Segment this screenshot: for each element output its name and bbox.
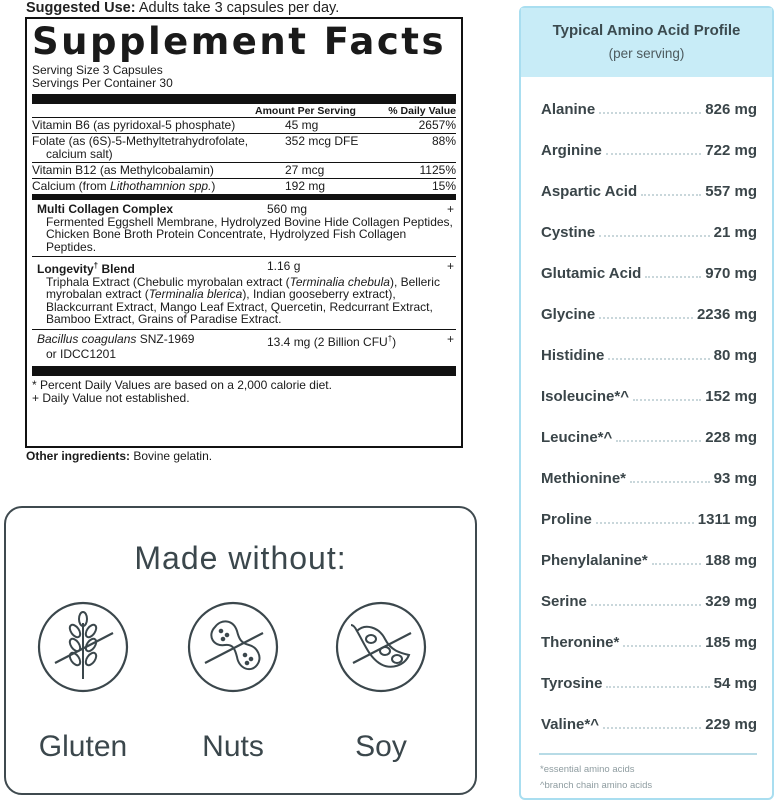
nutrient-dv: 88% (431, 134, 456, 148)
nutrient-amount: 192 mg (285, 179, 326, 193)
amino-acid-name: Theronine* (541, 634, 620, 651)
blend-amount: 1.16 g (267, 259, 301, 273)
dot-leader (599, 308, 693, 319)
nutrient-amount: 352 mcg DFE (285, 134, 359, 148)
nutrient-name: Calcium (from Lithothamnion spp.) (32, 179, 216, 193)
amino-acid-value: 93 mg (713, 470, 757, 487)
nutrient-amount: 45 mg (285, 118, 319, 132)
nutrient-name: Vitamin B6 (as pyridoxal-5 phosphate) (32, 118, 236, 132)
amino-acid-name: Glycine (541, 306, 596, 323)
amino-acid-name: Aspartic Acid (541, 183, 638, 200)
blend-longevity (32, 257, 456, 330)
dot-leader (623, 636, 701, 647)
amino-acid-value: 185 mg (705, 634, 757, 651)
amino-profile-header (521, 8, 772, 77)
blend-collagen (32, 200, 456, 257)
soybean-crossed-icon (335, 601, 427, 693)
dot-leader (606, 677, 709, 688)
dot-leader (652, 554, 702, 565)
blend-bacillus (32, 330, 456, 364)
amino-acid-row (521, 552, 772, 593)
amino-acid-value: 826 mg (705, 101, 757, 118)
dot-leader (633, 390, 701, 401)
other-ingredients (26, 449, 212, 463)
blend-name: Bacillus coagulans SNZ-1969 (37, 331, 195, 346)
dot-leader (596, 513, 694, 524)
amino-acid-row (521, 306, 772, 347)
amino-acid-value: 228 mg (705, 429, 757, 446)
dot-leader (591, 595, 701, 606)
dot-leader (608, 349, 709, 360)
nutrient-dv: 15% (431, 179, 456, 193)
serving-size: Serving Size 3 Capsules (32, 63, 163, 77)
facts-header-row (32, 104, 456, 118)
amino-acid-value: 1311 mg (697, 511, 757, 528)
made-without-soy-label: Soy (355, 730, 407, 763)
footnote-dv: * Percent Daily Values are based on a 2,000 calorie diet. (32, 377, 332, 392)
amino-profile-divider (539, 753, 757, 755)
amino-acid-name: Isoleucine*^ (541, 388, 629, 405)
amino-acid-value: 557 mg (705, 183, 757, 200)
amino-acid-name: Serine (541, 593, 587, 610)
amino-acid-row (521, 142, 772, 183)
dot-leader (645, 267, 701, 278)
amino-acid-row (521, 429, 772, 470)
amino-acid-value: 722 mg (705, 142, 757, 159)
supplement-facts-title: Supplement Facts (32, 20, 447, 63)
amino-acid-row (521, 224, 772, 265)
amino-acid-row (521, 388, 772, 429)
wheat-crossed-icon (37, 601, 129, 693)
blend-dv: + (446, 331, 454, 346)
amino-acid-row (521, 511, 772, 552)
note-essential: *essential amino acids (540, 764, 635, 775)
amino-acid-name: Phenylalanine* (541, 552, 648, 569)
amino-acid-name: Alanine (541, 101, 596, 118)
amino-acid-name: Arginine (541, 142, 602, 159)
dot-leader (616, 431, 701, 442)
amino-acid-row (521, 716, 772, 757)
nutrient-row-folate (32, 134, 456, 163)
amino-acid-profile-panel (519, 6, 774, 800)
divider-thick (32, 94, 456, 104)
amino-acid-value: 329 mg (705, 593, 757, 610)
blend-name-continued: or IDCC1201 (46, 347, 117, 361)
dot-leader (599, 103, 701, 114)
amino-acid-value: 229 mg (705, 716, 757, 733)
amino-acid-name: Tyrosine (541, 675, 603, 692)
nutrient-dv: 2657% (418, 118, 456, 132)
amino-acid-row (521, 634, 772, 675)
made-without-panel (4, 506, 477, 795)
suggested-use-text: Adults take 3 capsules per day. (138, 0, 340, 16)
nutrient-row-b12 (32, 163, 456, 179)
amino-acid-name: Cystine (541, 224, 596, 241)
footnote-not-established: + Daily Value not established. (32, 390, 190, 405)
amino-acid-name: Histidine (541, 347, 605, 364)
nutrient-amount: 27 mcg (285, 163, 325, 177)
amino-acid-list (521, 101, 772, 757)
amino-profile-title: Typical Amino Acid Profile (552, 22, 741, 39)
amino-acid-name: Proline (541, 511, 592, 528)
dv-header: % Daily Value (388, 105, 456, 117)
amount-header: Amount Per Serving (255, 105, 356, 117)
nutrient-name: Folate (as (6S)-5-Methyltetrahydrofolate, calcium salt) (32, 134, 249, 161)
dot-leader (599, 226, 709, 237)
suggested-use (26, 0, 339, 16)
amino-acid-name: Glutamic Acid (541, 265, 642, 282)
dot-leader (630, 472, 710, 483)
other-ingredients-label: Other ingredients: (26, 449, 131, 463)
made-without-gluten-label: Gluten (38, 730, 128, 763)
amino-acid-name: Valine*^ (541, 716, 599, 733)
amino-acid-row (521, 347, 772, 388)
amino-profile-subtitle: (per serving) (608, 46, 685, 61)
amino-acid-name: Methionine* (541, 470, 626, 487)
blend-description: Fermented Eggshell Membrane, Hydrolyzed Bovine Hide Collagen Peptides, Chicken Bone Broth Protein Concentrate, Hydrolyzed Fish Collagen Peptides. (46, 214, 453, 254)
note-branch-chain: ^branch chain amino acids (540, 780, 653, 791)
made-without-title: Made without: (134, 540, 347, 576)
servings-per-container: Servings Per Container 30 (32, 76, 173, 90)
divider-thick-bottom (32, 366, 456, 376)
nutrient-name: Vitamin B12 (as Methylcobalamin) (32, 163, 214, 177)
suggested-use-label: Suggested Use: (26, 0, 136, 16)
dot-leader (603, 718, 701, 729)
dot-leader (641, 185, 701, 196)
blend-name: Multi Collagen Complex (37, 202, 174, 216)
amino-acid-value: 970 mg (705, 265, 757, 282)
blend-amount: 13.4 mg (2 Billion CFU†) (267, 333, 397, 349)
blend-amount: 560 mg (267, 202, 308, 216)
amino-acid-value: 152 mg (705, 388, 757, 405)
amino-acid-value: 80 mg (713, 347, 757, 364)
amino-acid-row (521, 101, 772, 142)
other-ingredients-text: Bovine gelatin. (133, 449, 213, 463)
made-without-nuts-label: Nuts (202, 730, 264, 763)
nutrient-row-calcium (32, 179, 456, 194)
amino-acid-value: 2236 mg (696, 306, 757, 323)
amino-acid-row (521, 593, 772, 634)
amino-acid-value: 188 mg (705, 552, 757, 569)
amino-acid-row (521, 183, 772, 224)
blend-name: Longevity† Blend (37, 261, 135, 276)
blend-dv: + (446, 259, 454, 273)
amino-acid-row (521, 470, 772, 511)
amino-acid-value: 54 mg (713, 675, 757, 692)
blend-description: Triphala Extract (Chebulic myrobalan extract (Terminalia chebula), Belleric myrobalan extract (Terminalia blerica), Indian gooseberry extract), Blackcurrant Extract, Mango Leaf Extract, Quercetin, Redcurrant Extract, Bamboo Extract, Grains of Paradise Extract. (46, 274, 440, 326)
dot-leader (606, 144, 701, 155)
amino-acid-row (521, 265, 772, 306)
nutrient-row-b6 (32, 118, 456, 134)
amino-acid-value: 21 mg (713, 224, 757, 241)
amino-acid-row (521, 675, 772, 716)
amino-acid-name: Leucine*^ (541, 429, 613, 446)
blend-dv: + (446, 202, 454, 216)
nutrient-dv: 1125% (419, 163, 456, 177)
peanut-crossed-icon (187, 601, 279, 693)
supplement-facts-panel (25, 17, 463, 448)
